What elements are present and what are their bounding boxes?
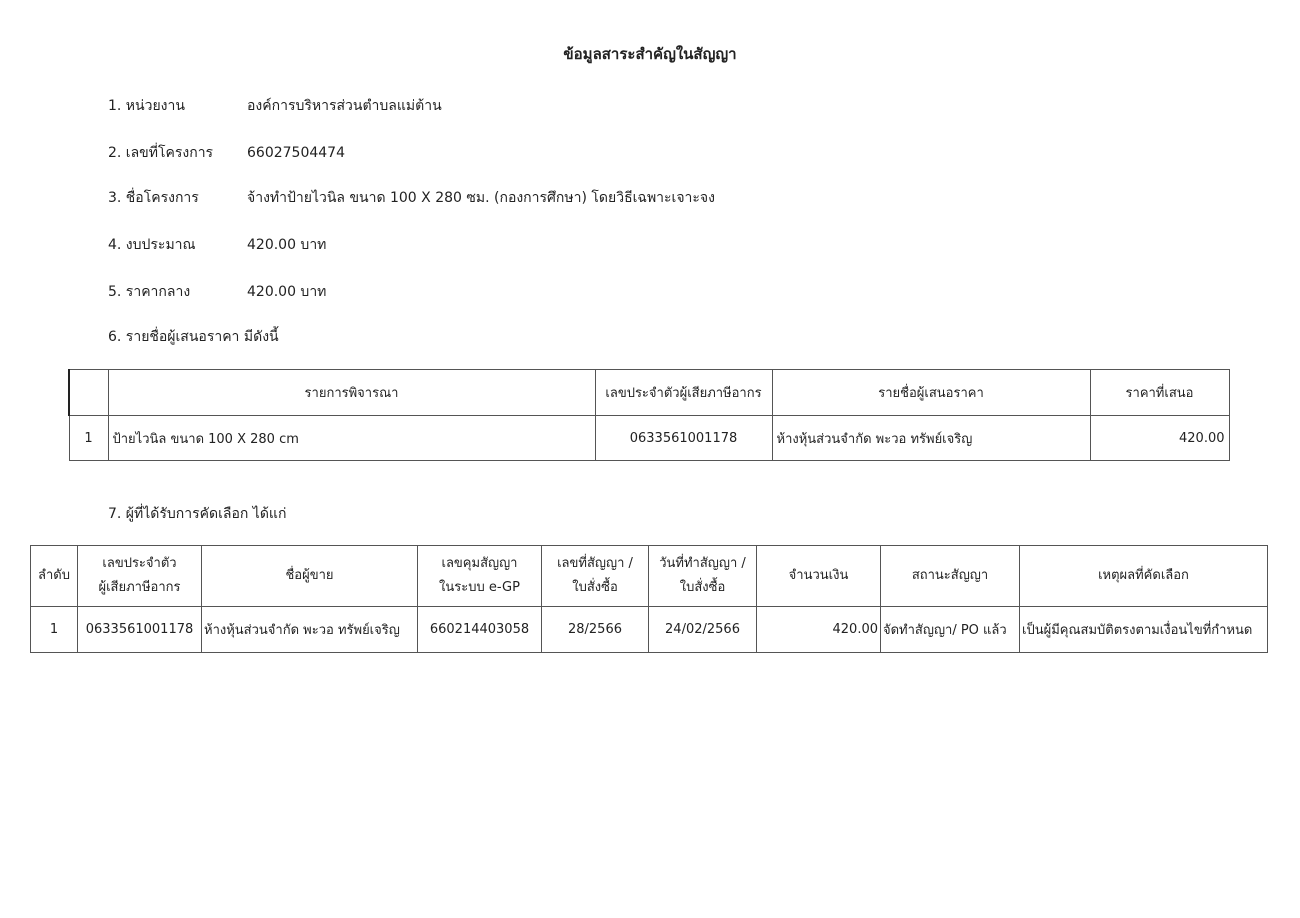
cell-reason: เป็นผู้มีคุณสมบัติตรงตามเงื่อนไขที่กำหนด [1020,607,1268,653]
info-label: 5. ราคากลาง [108,284,191,300]
header-cell-tax-id [78,546,202,607]
header-cell-contract-date [649,546,757,607]
header-line: เลขประจำตัว [102,556,177,571]
cell-contract-no: 28/2566 [542,607,649,653]
header-cell-tax-id: เลขประจำตัวผู้เสียภาษีอากร [595,370,772,416]
cell-contract-date: 24/02/2566 [649,607,757,653]
header-cell-amount: จำนวนเงิน [757,546,881,607]
header-cell-status: สถานะสัญญา [881,546,1020,607]
table-row [31,607,1268,653]
header-cell-egp [418,546,542,607]
info-label: 2. เลขที่โครงการ [108,145,214,161]
info-value: 420.00 บาท [247,237,327,253]
header-line: เลขที่สัญญา / [557,556,633,571]
cell-tax-id: 0633561001178 [595,416,772,461]
table-header-row [31,546,1268,607]
cell-amount: 420.00 [757,607,881,653]
cell-item: ป้ายไวนิล ขนาด 100 X 280 cm [108,416,595,461]
info-value: องค์การบริหารส่วนตำบลแม่ต้าน [247,98,442,114]
info-value: 420.00 บาท [247,284,327,300]
header-cell-item: รายการพิจารณา [108,370,595,416]
cell-egp: 660214403058 [418,607,542,653]
header-cell-contract-no [542,546,649,607]
info-label: 4. งบประมาณ [108,237,196,253]
winners-section-heading: 7. ผู้ที่ได้รับการคัดเลือก ได้แก่ [108,506,287,522]
cell-no: 1 [31,607,78,653]
header-cell-bidder: รายชื่อผู้เสนอราคา [772,370,1090,416]
cell-tax-id: 0633561001178 [78,607,202,653]
table-row [69,416,1229,461]
header-line: ใบสั่งซื้อ [679,580,726,595]
header-line: ใบสั่งซื้อ [572,580,618,595]
header-line: ผู้เสียภาษีอากร [98,580,181,595]
bidders-table [68,369,1230,461]
header-line: ในระบบ e-GP [439,580,520,595]
winners-table [30,545,1268,653]
cell-no: 1 [69,416,108,461]
header-cell-empty [69,370,108,416]
cell-price: 420.00 [1090,416,1229,461]
bidders-section-heading: 6. รายชื่อผู้เสนอราคา มีดังนี้ [108,329,279,345]
table-header-row [69,370,1229,416]
cell-status: จัดทำสัญญา/ PO แล้ว [881,607,1020,653]
cell-seller: ห้างหุ้นส่วนจำกัด พะวอ ทรัพย์เจริญ [202,607,418,653]
document-title: ข้อมูลสาระสำคัญในสัญญา [563,45,737,63]
header-cell-price: ราคาที่เสนอ [1090,370,1229,416]
header-line: วันที่ทำสัญญา / [659,556,746,571]
header-cell-no: ลำดับ [31,546,78,607]
info-value: จ้างทำป้ายไวนิล ขนาด 100 X 280 ซม. (กองการศึกษา) โดยวิธีเฉพาะเจาะจง [247,190,715,206]
header-cell-seller: ชื่อผู้ขาย [202,546,418,607]
header-line: เลขคุมสัญญา [441,556,518,571]
header-cell-reason: เหตุผลที่คัดเลือก [1020,546,1268,607]
info-value: 66027504474 [247,145,345,161]
cell-bidder: ห้างหุ้นส่วนจำกัด พะวอ ทรัพย์เจริญ [772,416,1090,461]
info-label: 1. หน่วยงาน [108,98,185,114]
info-label: 3. ชื่อโครงการ [108,190,199,206]
